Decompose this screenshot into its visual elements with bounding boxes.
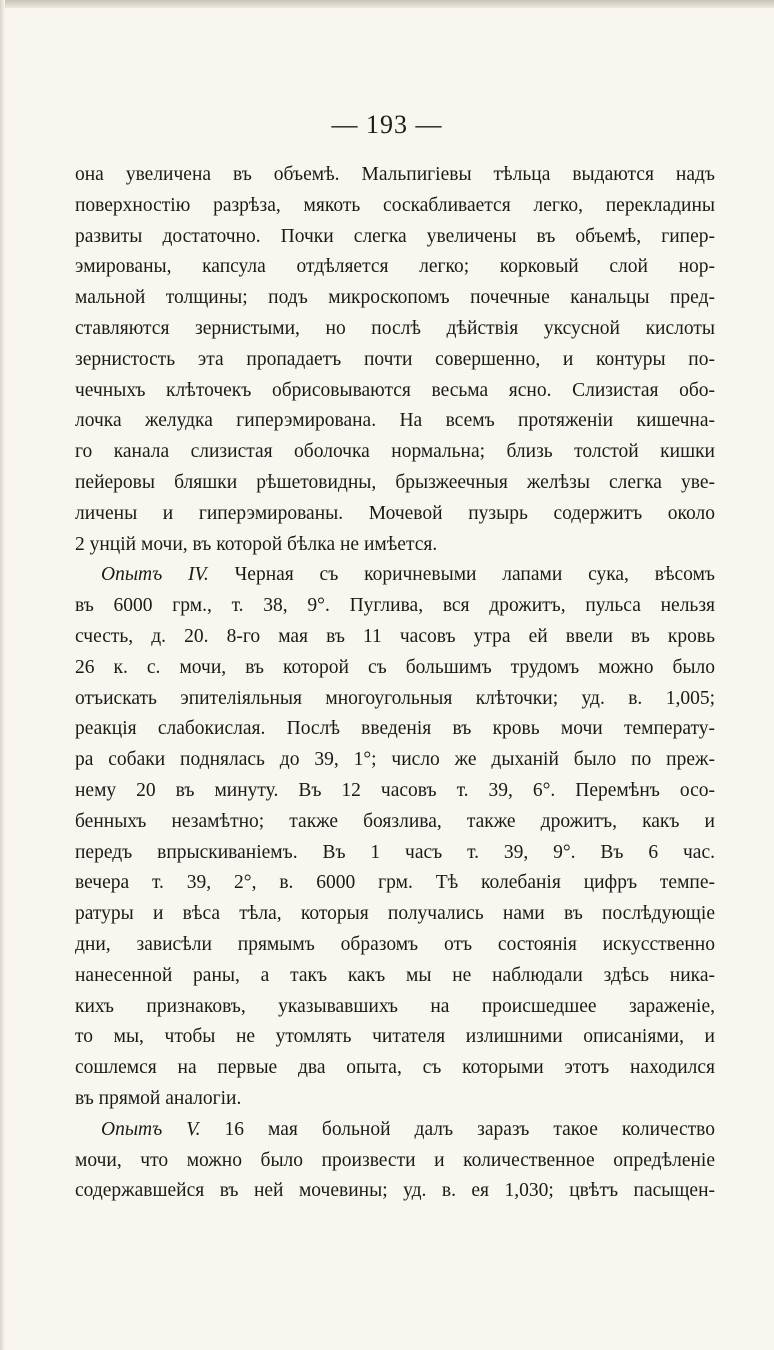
line-text: содержавшейся въ ней мочевины; уд. в. ея 1,030; цвѣтъ пасыщен- xyxy=(75,1180,715,1202)
line-text: 26 к. с. мочи, въ которой съ большимъ трудомъ можно было xyxy=(75,656,715,678)
text-line xyxy=(75,191,715,222)
line-text: пейеровы бляшки рѣшетовидны, брызжеечныя желѣзы слегка уве- xyxy=(75,471,715,493)
line-text: нему 20 въ минуту. Въ 12 часовъ т. 39, 6°. Перемѣнъ осо- xyxy=(75,779,715,801)
text-line xyxy=(75,1084,715,1115)
text-line xyxy=(75,961,715,992)
text-line xyxy=(75,807,715,838)
text-line xyxy=(75,684,715,715)
line-text: счесть, д. 20. 8-го мая въ 11 часовъ утра ей ввели въ кровь xyxy=(75,625,715,647)
text-line xyxy=(75,499,715,530)
line-text: въ 6000 грм., т. 38, 9°. Пуглива, вся дрожитъ, пульса нельзя xyxy=(75,595,715,617)
line-text: ставляются зернистыми, но послѣ дѣйствія уксусной кислоты xyxy=(75,317,715,339)
text-line xyxy=(75,1146,715,1177)
line-text: нанесенной раны, а такъ какъ мы не наблюдали здѣсь ника- xyxy=(75,964,715,986)
line-text: го канала слизистая оболочка нормальна; близь толстой кишки xyxy=(75,441,715,463)
text-line xyxy=(75,1053,715,1084)
line-text: сошлемся на первые два опыта, съ которыми этотъ находился xyxy=(75,1057,715,1079)
experiment-label: Опытъ IV. xyxy=(101,564,209,586)
line-text: дни, зависѣли прямымъ образомъ отъ состоянія искусственно xyxy=(75,933,715,955)
text-line xyxy=(75,591,715,622)
line-text: ра собаки поднялась до 39, 1°; число же дыханій было по преж- xyxy=(75,749,715,771)
line-text: Черная съ коричневыми лапами сука, вѣсомъ xyxy=(208,564,715,586)
line-text: передъ впрыскиваніемъ. Въ 1 часъ т. 39, 9°. Въ 6 час. xyxy=(75,841,715,863)
text-line xyxy=(75,283,715,314)
text-line xyxy=(75,222,715,253)
line-text: въ прямой аналогіи. xyxy=(75,1087,242,1109)
text-line xyxy=(75,1176,715,1207)
line-text: лочка желудка гиперэмирована. На всемъ протяженіи кишечна- xyxy=(75,410,715,432)
text-line xyxy=(75,992,715,1023)
line-text: то мы, чтобы не утомлять читателя излишними описаніями, и xyxy=(75,1026,715,1048)
text-line xyxy=(75,930,715,961)
page-top-edge xyxy=(0,0,774,8)
line-text: чечныхъ клѣточекъ обрисовываются весьма ясно. Слизистая обо- xyxy=(75,379,715,401)
line-text: зернистость эта пропадаетъ почти совершенно, и контуры по- xyxy=(75,348,715,370)
text-line xyxy=(75,868,715,899)
text-line xyxy=(75,530,715,561)
text-line xyxy=(75,1022,715,1053)
line-text: поверхностію разрѣза, мякоть соскабливается легко, перекладины xyxy=(75,194,715,216)
experiment-heading-line xyxy=(75,1115,715,1146)
body-text xyxy=(75,160,715,1207)
line-text: 16 мая больной далъ заразъ такое количество xyxy=(200,1118,716,1140)
text-line xyxy=(75,376,715,407)
text-line xyxy=(75,653,715,684)
text-line xyxy=(75,776,715,807)
text-line xyxy=(75,406,715,437)
line-text: реакція слабокислая. Послѣ введенія въ кровь мочи температу- xyxy=(75,718,715,740)
line-text: вечера т. 39, 2°, в. 6000 грм. Тѣ колебанія цифръ темпе- xyxy=(75,872,715,894)
text-line xyxy=(75,838,715,869)
line-text: ратуры и вѣса тѣла, которыя получались нами въ послѣдующіе xyxy=(75,903,715,925)
page-number: — 193 — xyxy=(331,110,443,139)
text-line xyxy=(75,314,715,345)
line-text: развиты достаточно. Почки слегка увеличены въ объемѣ, гипер- xyxy=(75,225,715,247)
line-text: мальной толщины; подъ микроскопомъ почечные канальцы пред- xyxy=(75,287,715,309)
line-text: личены и гиперэмированы. Мочевой пузырь содержитъ около xyxy=(75,502,715,524)
text-line xyxy=(75,252,715,283)
line-text: бенныхъ незамѣтно; также боязлива, также дрожитъ, какъ и xyxy=(75,810,715,832)
line-text: она увеличена въ объемѣ. Мальпигіевы тѣльца выдаются надъ xyxy=(75,164,715,185)
text-line xyxy=(75,899,715,930)
line-text: мочи, что можно было произвести и количественное опредѣленіе xyxy=(75,1149,715,1171)
text-line xyxy=(75,622,715,653)
line-text: 2 унцій мочи, въ которой бѣлка не имѣется. xyxy=(75,533,438,555)
text-line xyxy=(75,160,715,191)
page-left-edge xyxy=(0,0,5,1350)
line-text: отъискать эпителіяльныя многоугольныя клѣточки; уд. в. 1,005; xyxy=(75,687,715,709)
line-text: кихъ признаковъ, указывавшихъ на происшедшее зараженіе, xyxy=(75,995,715,1017)
line-text: эмированы, капсула отдѣляется легко; корковый слой нор- xyxy=(75,256,715,278)
text-line xyxy=(75,714,715,745)
text-line xyxy=(75,345,715,376)
experiment-label: Опытъ V. xyxy=(101,1118,201,1140)
text-line xyxy=(75,745,715,776)
experiment-heading-line xyxy=(75,560,715,591)
text-line xyxy=(75,468,715,499)
text-line xyxy=(75,437,715,468)
